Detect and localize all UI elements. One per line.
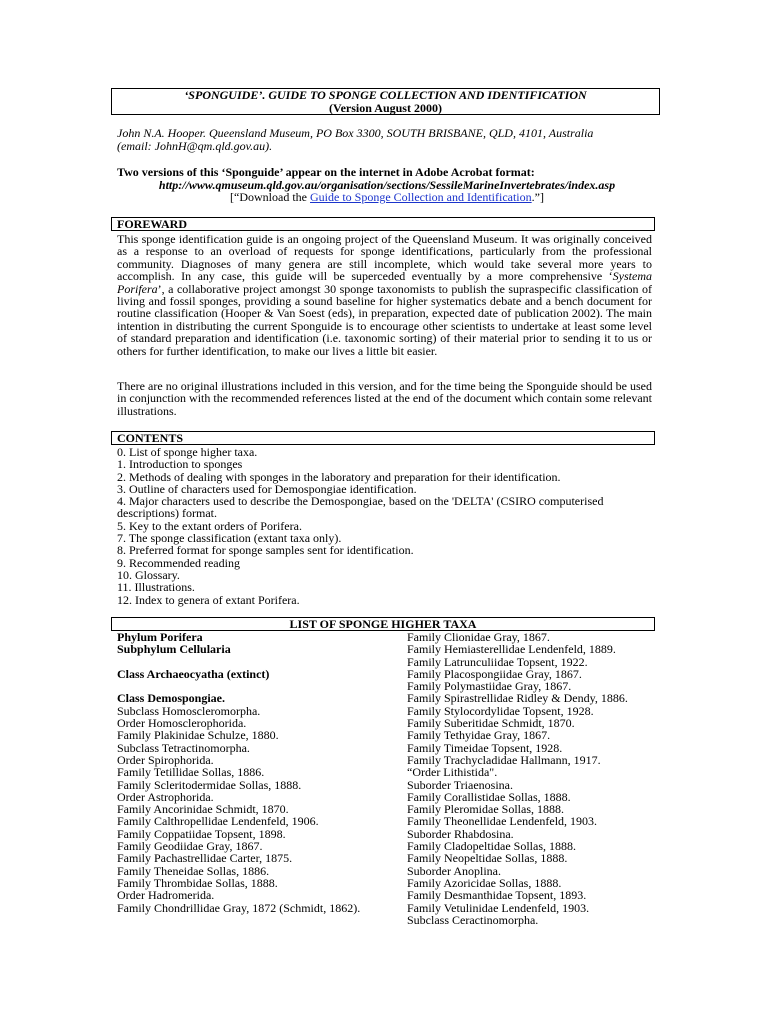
taxon-entry: Family Ancorinidae Schmidt, 1870. <box>117 802 289 817</box>
taxon-entry: Family Coppatiidae Topsent, 1898. <box>117 826 286 841</box>
contents-item: 3. Outline of characters used for Demospongiae identification. <box>117 481 417 496</box>
contents-item: 12. Index to genera of extant Porifera. <box>117 592 300 607</box>
author-email: (email: JohnH@qm.qld.gov.au). <box>117 138 273 153</box>
taxa-left-column <box>117 631 367 914</box>
foreward-paragraph-1 <box>117 233 652 357</box>
foreward-p1-b: ’, a collaborative project amongst 30 sponge taxonomists to publish the supraspecific classification of living and fossil sponges, providing a sound baseline for higher systematics debate and a bench document for routine classification (Hooper & Van Soest (eds), in preparation, expected date of publication 2002). The main intention in distributing the current Sponguide is to encourage other scientists to undertake at least some level of standard preparation and identification (i.e. taxonomic sorting) of their material prior to sending it to us or others for further identification, to make our lives a little bit easier. <box>117 281 652 358</box>
download-line <box>117 191 657 204</box>
taxon-entry: Phylum Porifera <box>117 630 203 644</box>
taxon-entry: Suborder Triaenosina. <box>407 777 513 792</box>
download-prefix: [“Download the <box>230 190 311 204</box>
taxon-entry: Order Spirophorida. <box>117 752 214 767</box>
contents-item: 11. Illustrations. <box>117 580 195 595</box>
taxon-entry: Family Stylocordylidae Topsent, 1928. <box>407 703 594 718</box>
taxon-entry: Family Neopeltidae Sollas, 1888. <box>407 851 568 866</box>
taxon-entry: Family Scleritodermidae Sollas, 1888. <box>117 777 302 792</box>
taxa-right-column <box>407 631 657 926</box>
versions-url: http://www.qmuseum.qld.gov.au/organisation/sections/SessileMarineInvertebrates/index.asp <box>158 177 616 192</box>
taxon-entry: Family Tethyidae Gray, 1867. <box>407 728 551 743</box>
taxon-entry: Family Hemiasterellidae Lendenfeld, 1889. <box>407 642 616 657</box>
taxon-entry: Order Astrophorida. <box>117 789 214 804</box>
versions-heading: Two versions of this ‘Sponguide’ appear on the internet in Adobe Acrobat format: <box>117 165 535 179</box>
taxon-entry: Family Suberitidae Schmidt, 1870. <box>407 716 575 731</box>
taxon-entry: Family Pachastrellidae Carter, 1875. <box>117 851 293 866</box>
taxon-entry: Family Timeidae Topsent, 1928. <box>407 740 563 755</box>
foreward-p1-italic: Systema Porifera <box>117 269 652 296</box>
taxon-entry: Subclass Homoscleromorpha. <box>117 703 261 718</box>
contents-item: 2. Methods of dealing with sponges in the laboratory and preparation for their identification. <box>117 469 561 484</box>
title-box <box>111 88 660 115</box>
taxon-entry: Family Desmanthidae Topsent, 1893. <box>407 888 587 903</box>
author-block <box>117 127 657 152</box>
taxon-entry: Family Spirastrellidae Ridley & Dendy, 1886. <box>407 691 628 706</box>
taxon-entry: Suborder Rhabdosina. <box>407 826 514 841</box>
taxon-entry: Family Cladopeltidae Sollas, 1888. <box>407 839 576 854</box>
document-version: (Version August 2000) <box>329 100 442 115</box>
download-suffix: .”] <box>531 190 544 204</box>
foreward-p1-a: This sponge identification guide is an ongoing project of the Queensland Museum. It was originally conceived as a response to an overload of requests for sponge identifications, particularly from the professional community. Diagnoses of many genera are still incomplete, which would take several more years to accomplish. In any case, this guide will be superceded eventually by a more comprehensive ‘ <box>117 232 652 284</box>
taxon-entry: Suborder Anoplina. <box>407 863 501 878</box>
contents-item: 0. List of sponge higher taxa. <box>117 445 258 459</box>
taxon-entry: Subclass Tetractinomorpha. <box>117 740 250 755</box>
contents-heading: CONTENTS <box>111 431 655 445</box>
versions-block <box>117 166 657 204</box>
contents-item: 5. Key to the extant orders of Porifera. <box>117 518 302 533</box>
taxon-entry: Order Hadromerida. <box>117 888 215 903</box>
taxon-entry: Family Clionidae Gray, 1867. <box>407 630 550 644</box>
taxon-entry: Family Trachycladidae Hallmann, 1917. <box>407 752 601 767</box>
contents-item: 4. Major characters used to describe the Demospongiae, based on the 'DELTA' (CSIRO computerised descriptions) format. <box>117 494 604 521</box>
taxon-entry: Family Theneidae Sollas, 1886. <box>117 863 270 878</box>
document-title: ‘SPONGUIDE’. GUIDE TO SPONGE COLLECTION AND IDENTIFICATION <box>184 88 587 102</box>
contents-item: 8. Preferred format for sponge samples sent for identification. <box>117 543 414 558</box>
contents-item: 7. The sponge classification (extant taxa only). <box>117 531 342 546</box>
taxon-entry: Family Azoricidae Sollas, 1888. <box>407 875 562 890</box>
taxon-entry: Family Pleromidae Sollas, 1888. <box>407 802 564 817</box>
taxon-entry: Family Calthropellidae Lendenfeld, 1906. <box>117 814 319 829</box>
taxon-entry: Family Theonellidae Lendenfeld, 1903. <box>407 814 598 829</box>
taxon-entry: Family Plakinidae Schulze, 1880. <box>117 728 279 743</box>
taxon-entry: Family Vetulinidae Lendenfeld, 1903. <box>407 900 590 915</box>
taxon-entry: Family Latrunculiidae Topsent, 1922. <box>407 654 588 669</box>
contents-list <box>117 446 655 606</box>
download-link[interactable]: Guide to Sponge Collection and Identification <box>310 190 532 204</box>
foreward-paragraph-2: There are no original illustrations included in this version, and for the time being the Sponguide should be used in conjunction with the recommended references listed at the end of the document which contain some relevant illustrations. <box>117 379 652 418</box>
taxon-entry: Family Geodiidae Gray, 1867. <box>117 839 263 854</box>
taxon-entry: Family Polymastiidae Gray, 1867. <box>407 679 572 694</box>
contents-item: 9. Recommended reading <box>117 555 240 570</box>
contents-item: 10. Glossary. <box>117 567 180 582</box>
contents-item: 1. Introduction to sponges <box>117 457 243 472</box>
taxon-entry: Class Demospongiae. <box>117 691 226 706</box>
taxon-entry: Order Homosclerophorida. <box>117 716 247 731</box>
taxa-heading: LIST OF SPONGE HIGHER TAXA <box>111 617 655 631</box>
taxon-entry: “Order Lithistida". <box>407 765 498 780</box>
taxon-entry: Subphylum Cellularia <box>117 642 231 657</box>
taxon-entry: Family Tetillidae Sollas, 1886. <box>117 765 265 780</box>
taxon-entry: Class Archaeocyatha (extinct) <box>117 666 270 681</box>
author-address: John N.A. Hooper. Queensland Museum, PO Box 3300, SOUTH BRISBANE, QLD, 4101, Australia <box>117 126 594 140</box>
taxon-entry: Subclass Ceractinomorpha. <box>407 912 539 927</box>
taxon-entry: Family Chondrillidae Gray, 1872 (Schmidt, 1862). <box>117 900 361 915</box>
taxon-entry: Family Placospongiidae Gray, 1867. <box>407 666 582 681</box>
taxon-entry: Family Corallistidae Sollas, 1888. <box>407 789 571 804</box>
foreward-heading: FOREWARD <box>111 217 655 231</box>
taxon-entry: Family Thrombidae Sollas, 1888. <box>117 875 278 890</box>
